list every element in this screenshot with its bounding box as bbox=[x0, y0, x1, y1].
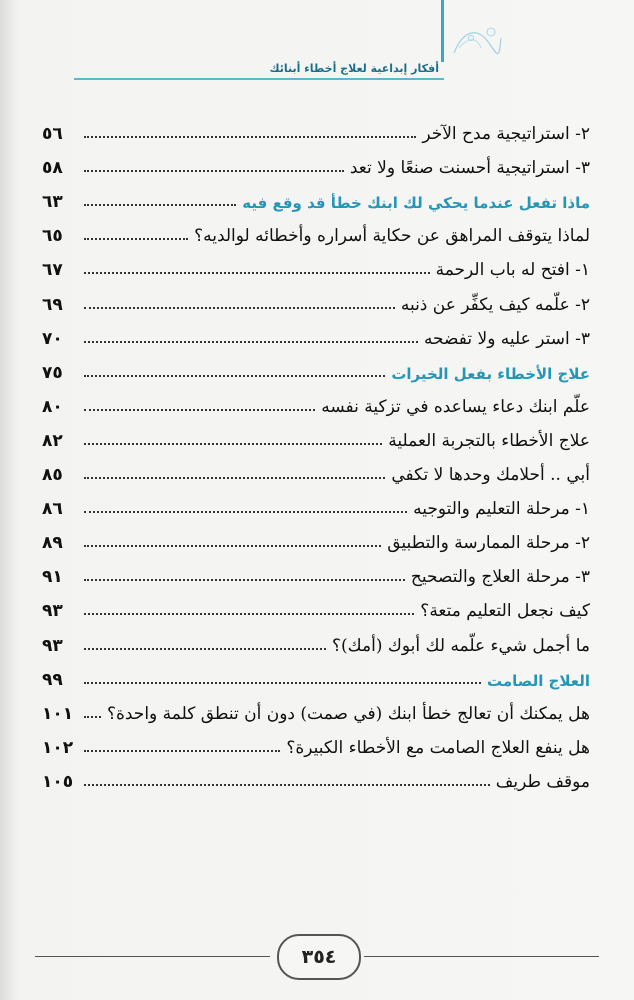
entry-title: لماذا يتوقف المراهق عن حكاية أسراره وأخطائه لوالديه؟ bbox=[194, 226, 590, 247]
toc-row bbox=[42, 519, 590, 553]
entry-page-number: ٩٩ bbox=[42, 669, 63, 690]
section-title: علاج الأخطاء بفعل الخيرات bbox=[391, 364, 590, 383]
toc-row bbox=[42, 212, 590, 246]
dot-leader bbox=[84, 442, 382, 445]
toc-row bbox=[42, 383, 590, 417]
toc-section-row bbox=[42, 656, 590, 690]
toc-row bbox=[42, 485, 590, 519]
entry-page-number: ٧٠ bbox=[42, 328, 63, 349]
header-vertical-rule bbox=[441, 0, 444, 62]
dot-leader bbox=[84, 647, 326, 650]
dot-leader bbox=[84, 510, 407, 513]
entry-page-number: ٩٣ bbox=[42, 635, 63, 656]
header-title: أفكار إبداعية لعلاج أخطاء أبنائك bbox=[269, 62, 439, 75]
dot-leader bbox=[84, 578, 405, 581]
section-title: العلاج الصامت bbox=[486, 671, 590, 690]
entry-page-number: ٨٠ bbox=[42, 396, 63, 417]
entry-title: كيف نجعل التعليم متعة؟ bbox=[420, 601, 590, 622]
dot-leader bbox=[84, 237, 188, 240]
dot-leader bbox=[84, 749, 280, 752]
toc-section-row bbox=[42, 349, 590, 383]
toc-row bbox=[42, 621, 590, 655]
dot-leader bbox=[84, 408, 315, 411]
page-number: ٣٥٤ bbox=[277, 934, 361, 980]
entry-page-number: ١٠٥ bbox=[42, 771, 74, 792]
entry-page-number: ٦٩ bbox=[42, 294, 63, 315]
dot-leader bbox=[84, 476, 385, 479]
entry-page-number: ٦٥ bbox=[42, 226, 63, 247]
dot-leader bbox=[84, 306, 395, 309]
dot-leader bbox=[84, 715, 101, 718]
footer-rule-right bbox=[364, 956, 599, 957]
entry-page-number: ٨٥ bbox=[42, 465, 63, 486]
dot-leader bbox=[84, 203, 236, 206]
entry-title: هل ينفع العلاج الصامت مع الأخطاء الكبيرة؟ bbox=[286, 737, 590, 758]
entry-title: ٣- استر عليه ولا تفضحه bbox=[423, 328, 590, 349]
entry-title: علّم ابنك دعاء يساعده في تزكية نفسه bbox=[321, 396, 590, 417]
toc-row bbox=[42, 553, 590, 587]
toc-row bbox=[42, 451, 590, 485]
entry-page-number: ٩١ bbox=[42, 567, 63, 588]
entry-page-number: ١٠٢ bbox=[42, 737, 74, 758]
entry-page-number: ٥٦ bbox=[42, 124, 63, 145]
toc-row bbox=[42, 246, 590, 280]
dot-leader bbox=[84, 544, 381, 547]
toc-row bbox=[42, 724, 590, 758]
dot-leader bbox=[84, 169, 344, 172]
running-header bbox=[74, 0, 574, 90]
section-title: ماذا تفعل عندما يحكي لك ابنك خطأ قد وقع فيه bbox=[242, 194, 590, 213]
dot-leader bbox=[84, 374, 385, 377]
entry-page-number: ٦٧ bbox=[42, 260, 63, 281]
entry-page-number: ٩٣ bbox=[42, 601, 63, 622]
page-footer bbox=[35, 930, 599, 980]
entry-page-number: ١٠١ bbox=[42, 703, 74, 724]
entry-title: ٢- مرحلة الممارسة والتطبيق bbox=[387, 533, 590, 554]
toc-row bbox=[42, 417, 590, 451]
dot-leader bbox=[84, 783, 490, 786]
entry-title: ما أجمل شيء علّمه لك أبوك (أمك)؟ bbox=[332, 635, 590, 656]
toc-row bbox=[42, 758, 590, 792]
header-rule bbox=[74, 78, 444, 80]
entry-title: ٣- استراتيجية أحسنت صنعًا ولا تعد bbox=[349, 158, 590, 179]
entry-title: أبي .. أحلامك وحدها لا تكفي bbox=[391, 465, 590, 486]
toc-row bbox=[42, 144, 590, 178]
toc-row bbox=[42, 110, 590, 144]
entry-title: ٢- علّمه كيف يكفِّر عن ذنبه bbox=[400, 294, 590, 315]
flourish-ornament-icon bbox=[449, 18, 504, 63]
toc-section-row bbox=[42, 178, 590, 212]
entry-page-number: ٥٨ bbox=[42, 158, 63, 179]
entry-page-number: ٨٢ bbox=[42, 430, 63, 451]
toc-row bbox=[42, 280, 590, 314]
entry-title: موقف طريف bbox=[495, 771, 590, 792]
entry-title: هل يمكنك أن تعالج خطأ ابنك (في صمت) دون أن تنطق كلمة واحدة؟ bbox=[106, 703, 590, 724]
toc-row bbox=[42, 690, 590, 724]
entry-title: علاج الأخطاء بالتجربة العملية bbox=[388, 430, 590, 451]
footer-rule-left bbox=[35, 956, 270, 957]
entry-title: ٢- استراتيجية مدح الآخر bbox=[422, 124, 590, 145]
entry-page-number: ٨٦ bbox=[42, 499, 63, 520]
table-of-contents bbox=[42, 110, 590, 792]
entry-page-number: ٨٩ bbox=[42, 533, 63, 554]
entry-title: ١- افتح له باب الرحمة bbox=[435, 260, 590, 281]
dot-leader bbox=[84, 340, 418, 343]
dot-leader bbox=[84, 612, 414, 615]
entry-page-number: ٧٥ bbox=[42, 362, 63, 383]
entry-page-number: ٦٣ bbox=[42, 192, 63, 213]
entry-title: ٣- مرحلة العلاج والتصحيح bbox=[410, 567, 590, 588]
toc-row bbox=[42, 315, 590, 349]
dot-leader bbox=[84, 271, 430, 274]
dot-leader bbox=[84, 681, 481, 684]
entry-title: ١- مرحلة التعليم والتوجيه bbox=[413, 499, 590, 520]
dot-leader bbox=[84, 135, 416, 138]
toc-row bbox=[42, 587, 590, 621]
